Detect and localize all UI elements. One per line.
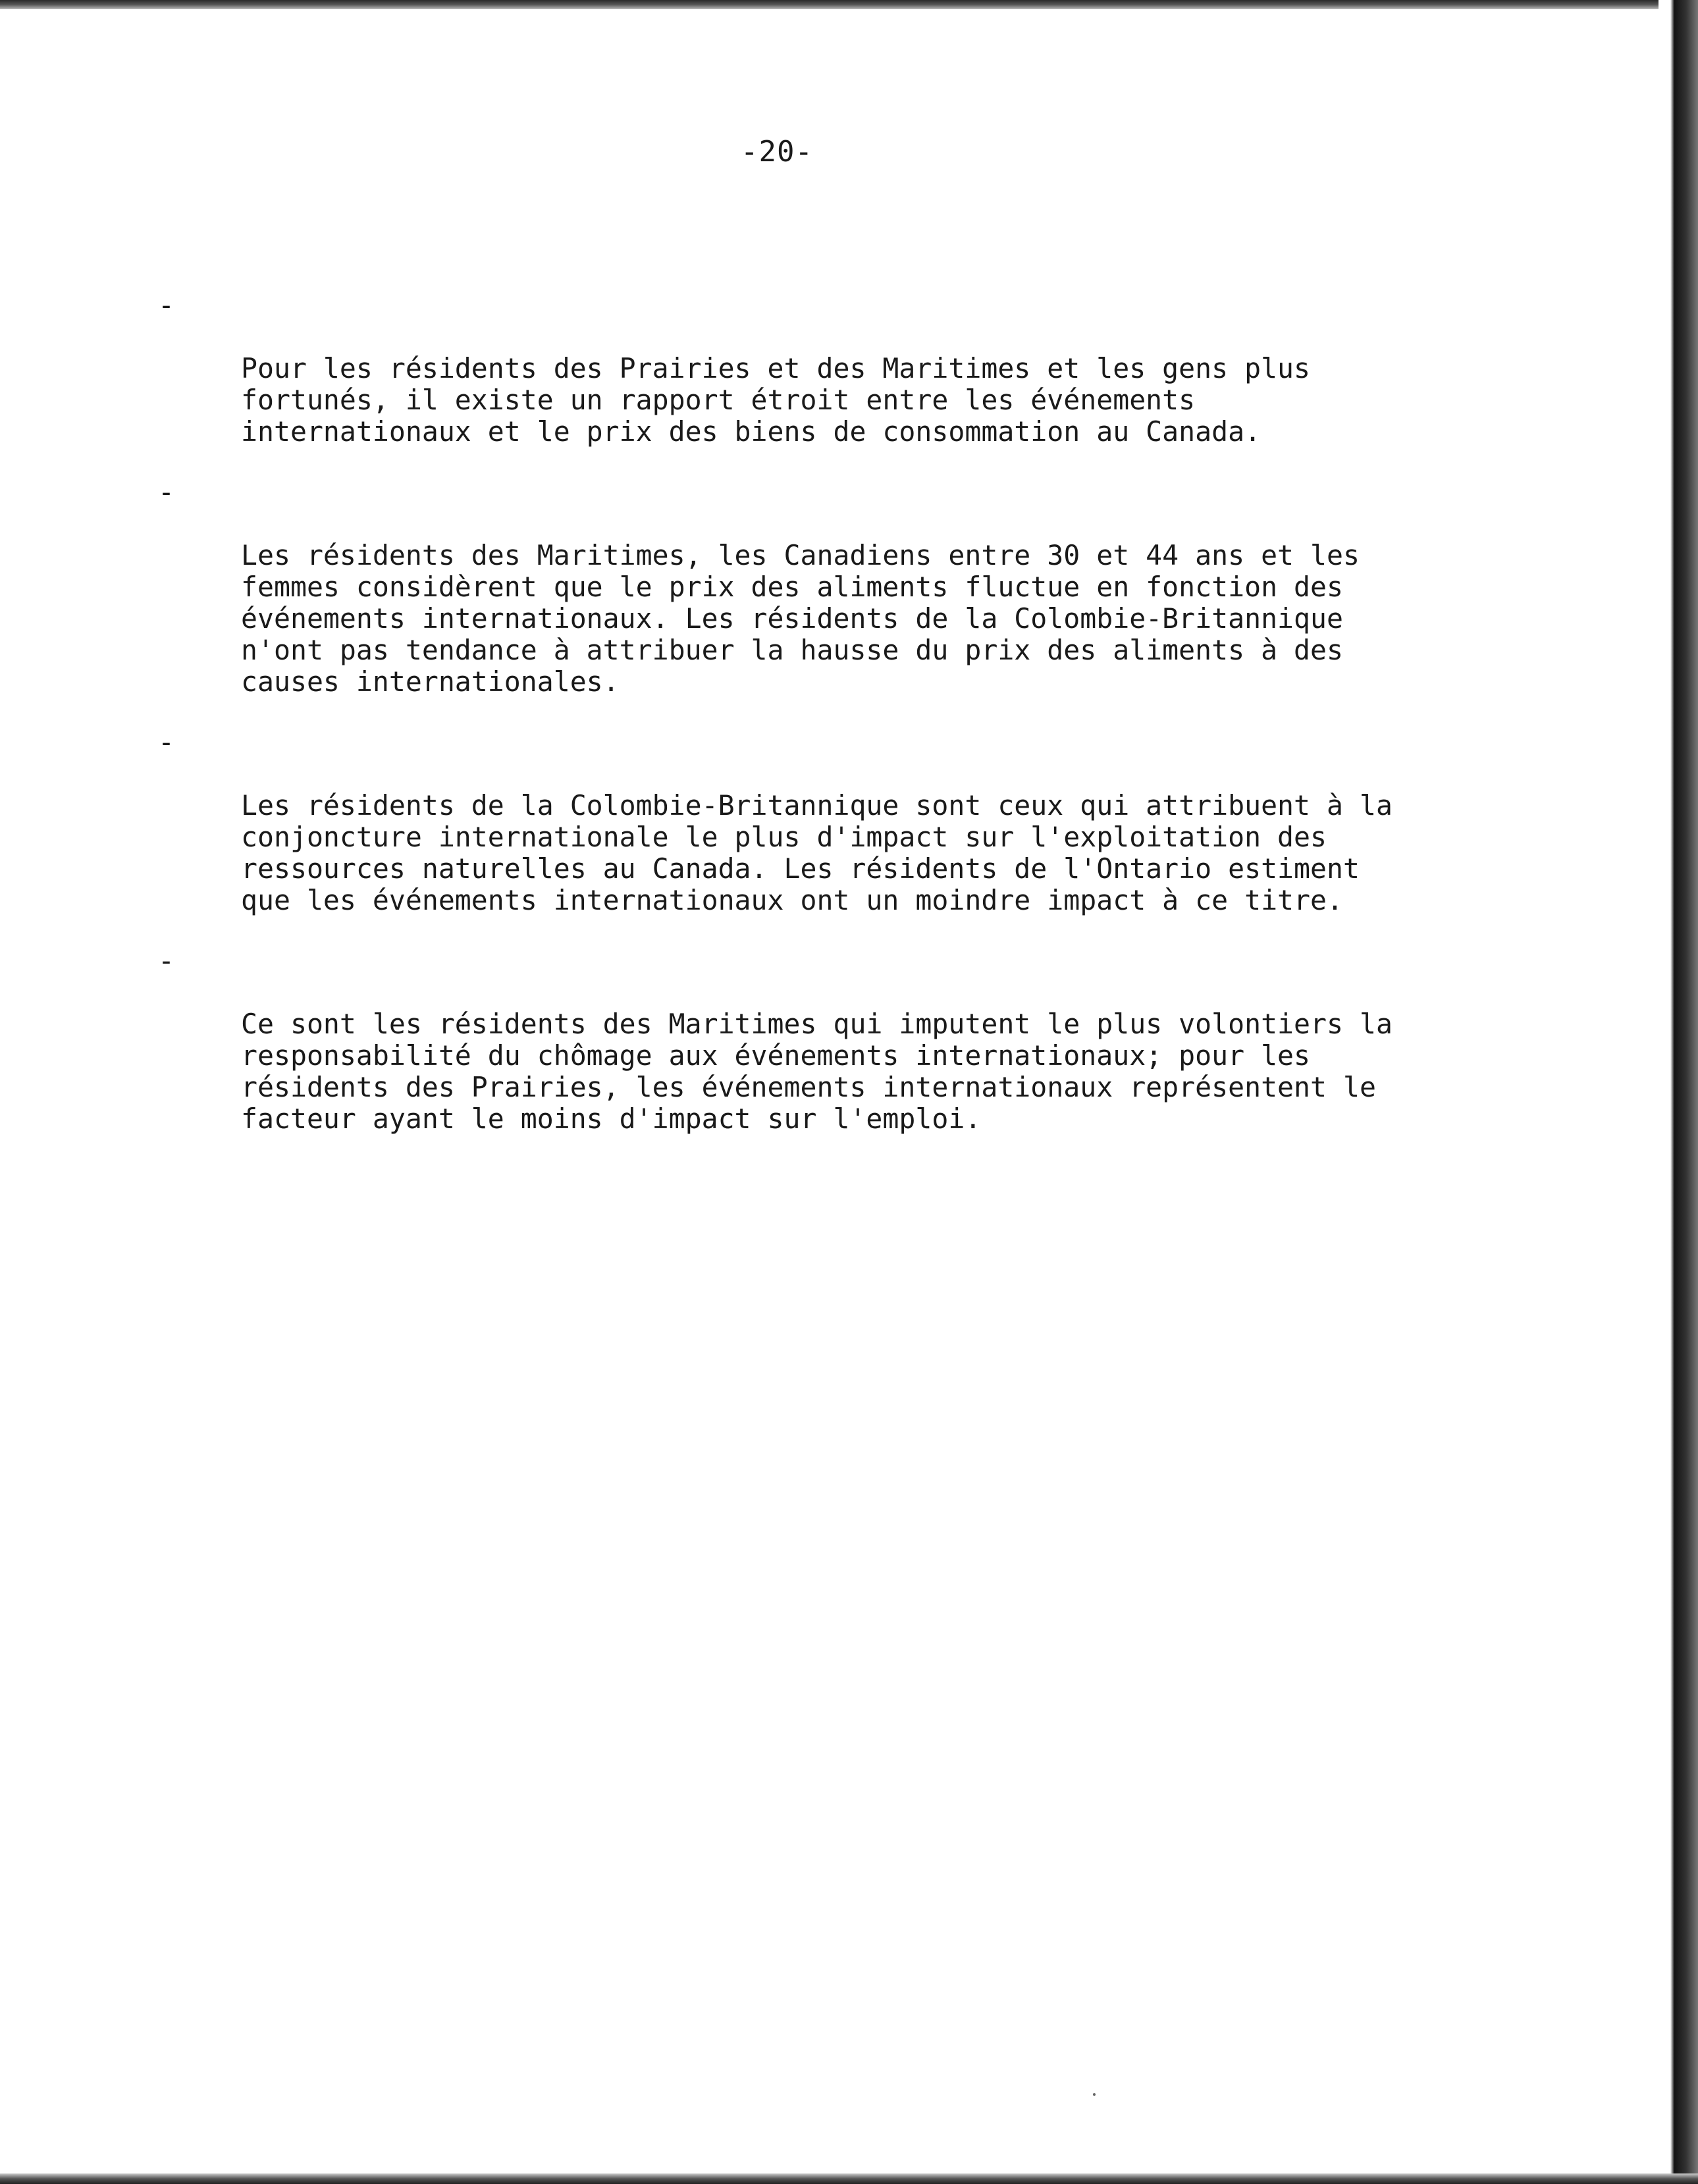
scan-border-right (1658, 0, 1698, 2184)
bullet-item-resources (158, 727, 1435, 916)
bullet-item-unemployment (158, 945, 1435, 1135)
bullet-text: Ce sont les résidents des Maritimes qui imputent le plus volontiers la responsabilité du chômage aux événements internationaux; pour les résidents des Prairies, les événements internationaux représentent le facteur ayant le moins d'impact sur l'emploi. (241, 1008, 1393, 1135)
bullet-marker: - (158, 726, 174, 758)
bullet-marker: - (158, 945, 174, 977)
page-number: -20- (741, 135, 813, 169)
bullet-text: Pour les résidents des Prairies et des Maritimes et les gens plus fortunés, il existe un rapport étroit entre les événements internationaux et le prix des biens de consommation au Canada. (241, 352, 1311, 448)
bullet-item-food (158, 477, 1435, 698)
scan-speck (1093, 2093, 1096, 2096)
scan-border-top (0, 0, 1698, 9)
bullet-marker: - (158, 476, 174, 508)
bullet-text: Les résidents de la Colombie-Britannique sont ceux qui attribuent à la conjoncture internationale le plus d'impact sur l'exploitation des ressources naturelles au Canada. Les résidents de l'Ontario estiment que les événements internationaux ont un moindre impact à ce titre. (241, 789, 1393, 916)
bullet-marker: - (158, 289, 174, 321)
bullet-text: Les résidents des Maritimes, les Canadiens entre 30 et 44 ans et les femmes considèrent que le prix des aliments fluctue en fonction des événements internationaux. Les résidents de la Colombie-Britannique n'ont pas tendance à attribuer la hausse du prix des aliments à des causes internationales. (241, 539, 1360, 698)
bullet-item-prices (158, 290, 1435, 448)
bullet-list (158, 290, 1435, 1164)
scan-border-bottom (0, 2173, 1698, 2184)
